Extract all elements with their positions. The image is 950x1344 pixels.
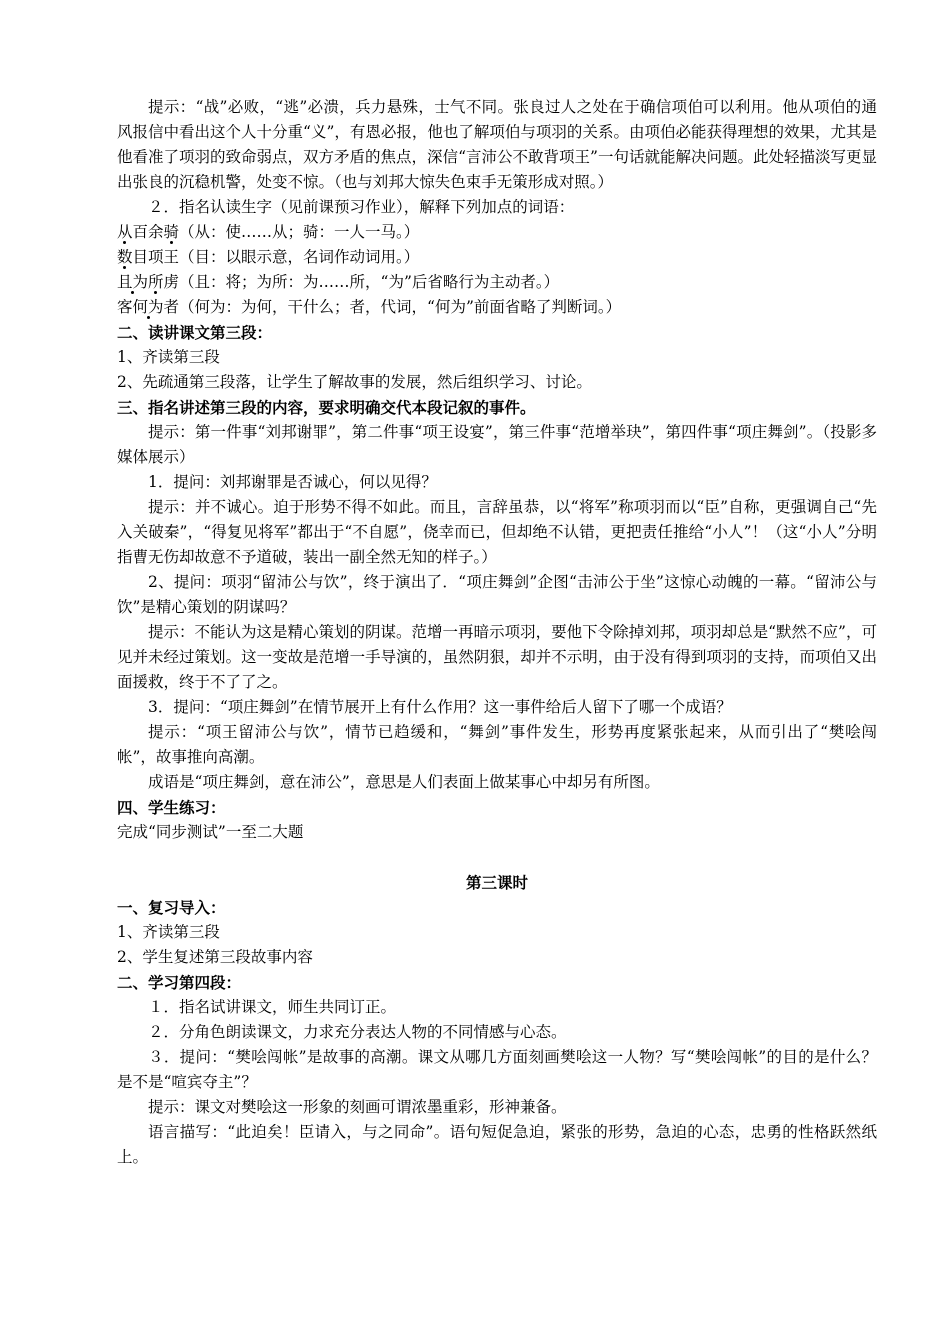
language-description: 语言描写：“此迫矣！臣请入，与之同命”。语句短促急迫，紧张的形势，急迫的心态，忠勇的性格跃然纸上。 (117, 1123, 877, 1166)
hint-events: 提示：第一件事“刘邦谢罪”，第二件事“项王设宴”，第三件事“范增举玦”，第四件事“项庄舞剑”。（投影多媒体展示） (117, 423, 877, 466)
dotted-char: 从 (117, 223, 133, 241)
step-item: ２．分角色朗读课文，力求充分表达人物的不同情感与心态。 (148, 1023, 567, 1041)
step-item: 2、先疏通第三段落，让学生了解故事的发展，然后组织学习、讨论。 (117, 373, 592, 391)
section-heading: 二、学习第四段： (117, 973, 242, 992)
idiom-explanation: 成语是“项庄舞剑，意在沛公”，意思是人们表面上做某事心中却另有所图。 (148, 773, 660, 791)
vocab-instruction: ２．指名认读生字（见前课预习作业），解释下列加点的词语： (148, 198, 575, 216)
spacer (117, 845, 877, 870)
answer-2: 提示：不能认为这是精心策划的阴谋。范增一再暗示项羽，要他下令除掉刘邦，项羽却总是“默然不应”，可见并未经过策划。这一变故是范增一手导演的，虽然阴狠，却并不示明，由于没有得到项羽的支持，而项伯又出面援救，终于不了了之。 (117, 623, 877, 691)
step-item: 1、齐读第三段 (117, 348, 220, 366)
question-fankuai: ３．提问：“樊哙闯帐”是故事的高潮。课文从哪几方面刻画樊哙这一人物？写“樊哙闯帐”的目的是什么？是不是“喧宾夺主”？ (117, 1048, 877, 1091)
step-item: １．指名试讲课文，师生共同订正。 (148, 998, 397, 1016)
step-item: 1、齐读第三段 (117, 923, 220, 941)
section-heading: 四、学生练习： (117, 798, 226, 817)
answer-1: 提示：并不诚心。迫于形势不得不如此。而且，言辞虽恭，以“将军”称项羽而以“臣”自称，更强调自己“先入关破秦”，“得复见将军”都出于“不自愿”，侥幸而已，但却绝不认错，更把责任推给“小人”！（这“小人”分明指曹无伤却故意不予道破，装出一副全然无知的样子。） (117, 498, 877, 566)
section-heading: 二、读讲课文第三段： (117, 323, 273, 342)
section-heading: 一、复习导入： (117, 898, 226, 917)
exercise-item: 完成“同步测试”一至二大题 (117, 823, 304, 841)
question-3: 3．提问：“项庄舞剑”在情节展开上有什么作用？这一事件给后人留下了哪一个成语？ (148, 698, 732, 716)
hint-zhangliang: 提示：“战”必败，“逃”必溃，兵力悬殊，士气不同。张良过人之处在于确信项伯可以利用。他从项伯的通风报信中看出这个人十分重“义”，有恩必报，他也了解项伯与项羽的关系。由项伯必能获得理想的效果，尤其是他看准了项羽的致命弱点，双方矛盾的焦点，深信“言沛公不敢背项王”一句话就能解决问题。此处轻描淡写更显出张良的沉稳机警，处变不惊。（也与刘邦大惊失色束手无策形成对照。） (117, 98, 877, 191)
dotted-char: 所 (148, 273, 164, 291)
section-heading: 三、指名讲述第三段的内容，要求明确交代本段记叙的事件。 (117, 398, 536, 417)
dotted-char: 何为 (132, 298, 164, 316)
vocab-item-4: 客何为者（何为：为何，干什么；者，代词，“何为”前面省略了判断词。） (117, 298, 622, 316)
hint-fankuai: 提示：课文对樊哙这一形象的刻画可谓浓墨重彩，形神兼备。 (148, 1098, 567, 1116)
answer-3: 提示：“项王留沛公与饮”，情节已趋缓和，“舞剑”事件发生，形势再度紧张起来，从而引出了“樊哙闯帐”，故事推向高潮。 (117, 723, 877, 766)
dotted-char: 数 (117, 248, 133, 266)
vocab-item-2: 数目项王（目：以眼示意，名词作动词用。） (117, 248, 420, 266)
question-2: 2、提问：项羽“留沛公与饮”，终于演出了．“项庄舞剑”企图“击沛公于坐”这惊心动魄的一幕。“留沛公与饮”是精心策划的阴谋吗？ (117, 573, 877, 616)
vocab-item-1: 从百余骑（从：使……从；骑：一人一马。） (117, 223, 420, 241)
step-item: 2、学生复述第三段故事内容 (117, 948, 313, 966)
dotted-char: 骑 (163, 223, 180, 241)
dotted-char: 且为 (117, 273, 149, 291)
document-page (117, 95, 877, 1170)
vocab-item-3: 且为所虏（且：将；为所：为……所，“为”后省略行为主动者。） (117, 273, 560, 291)
question-1: 1．提问：刘邦谢罪是否诚心，何以见得？ (148, 473, 437, 491)
lesson-title: 第三课时 (465, 873, 528, 892)
